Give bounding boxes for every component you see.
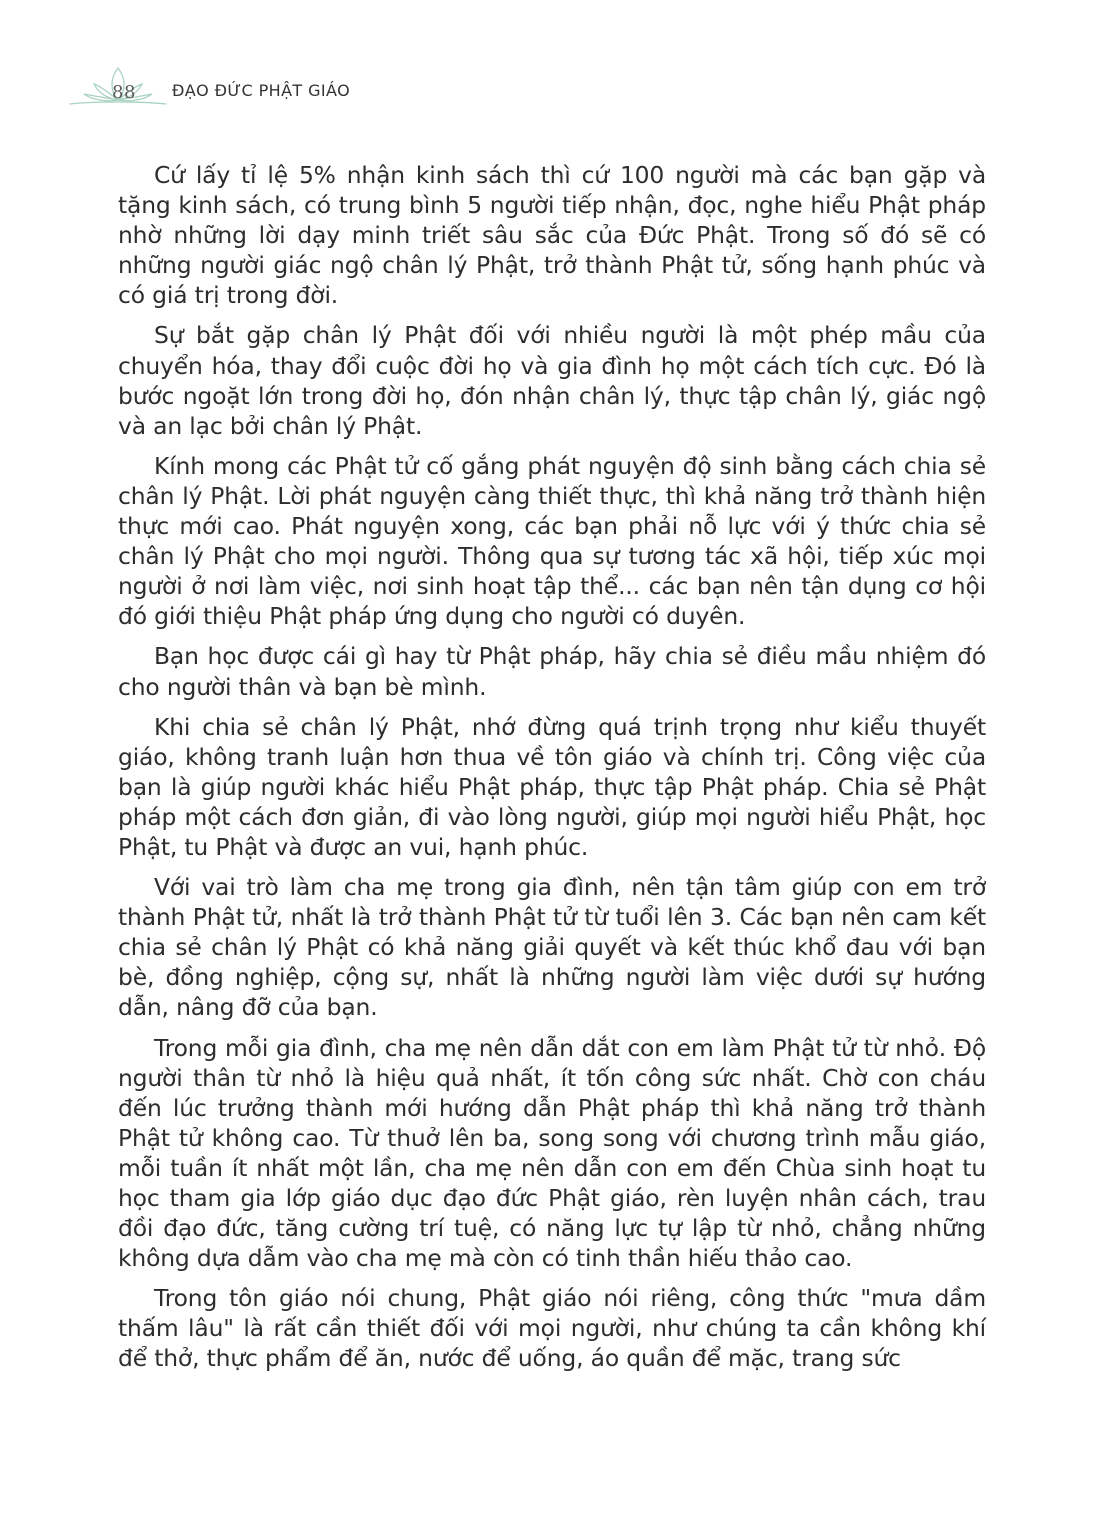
page-number: 88 [112,82,136,103]
running-title: ĐẠO ĐỨC PHẬT GIÁO [172,81,351,100]
page-header [68,62,488,112]
paragraph: Khi chia sẻ chân lý Phật, nhớ đừng quá trịnh trọng như kiểu thuyết giáo, không tranh luận hơn thua về tôn giáo và chính trị. Công việc của bạn là giúp người khác hiểu Phật pháp, thực tập Phật pháp. Chia sẻ Phật pháp một cách đơn giản, đi vào lòng người, giúp mọi người hiểu Phật, học Phật, tu Phật và được an vui, hạnh phúc. [118,712,986,861]
paragraph: Với vai trò làm cha mẹ trong gia đình, nên tận tâm giúp con em trở thành Phật tử, nhất là trở thành Phật tử từ tuổi lên 3. Các bạn nên cam kết chia sẻ chân lý Phật có khả năng giải quyết và kết thúc khổ đau với bạn bè, đồng nghiệp, cộng sự, nhất là những người làm việc dưới sự hướng dẫn, nâng đỡ của bạn. [118,873,986,1022]
body-text [118,160,986,1374]
paragraph: Kính mong các Phật tử cố gắng phát nguyện độ sinh bằng cách chia sẻ chân lý Phật. Lời phát nguyện càng thiết thực, thì khả năng trở thành hiện thực mới cao. Phát nguyện xong, các bạn phải nỗ lực với ý thức chia sẻ chân lý Phật cho mọi người. Thông qua sự tương tác xã hội, tiếp xúc mọi người ở nơi làm việc, nơi sinh hoạt tập thể... các bạn nên tận dụng cơ hội đó giới thiệu Phật pháp ứng dụng cho người có duyên. [118,451,986,631]
paragraph: Trong tôn giáo nói chung, Phật giáo nói riêng, công thức "mưa dầm thấm lâu" là rất cần thiết đối với mọi người, như chúng ta cần không khí để thở, thực phẩm để ăn, nước để uống, áo quần để mặc, trang sức [118,1284,986,1373]
paragraph: Bạn học được cái gì hay từ Phật pháp, hãy chia sẻ điều mầu nhiệm đó cho người thân và bạn bè mình. [118,642,986,701]
paragraph: Cứ lấy tỉ lệ 5% nhận kinh sách thì cứ 100 người mà các bạn gặp và tặng kinh sách, có trung bình 5 người tiếp nhận, đọc, nghe hiểu Phật pháp nhờ những lời dạy minh triết sâu sắc của Đức Phật. Trong số đó sẽ có những người giác ngộ chân lý Phật, trở thành Phật tử, sống hạnh phúc và có giá trị trong đời. [118,161,986,310]
paragraph: Sự bắt gặp chân lý Phật đối với nhiều người là một phép mầu của chuyển hóa, thay đổi cuộc đời họ và gia đình họ một cách tích cực. Đó là bước ngoặt lớn trong đời họ, đón nhận chân lý, thực tập chân lý, giác ngộ và an lạc bởi chân lý Phật. [118,321,986,440]
paragraph: Trong mỗi gia đình, cha mẹ nên dẫn dắt con em làm Phật tử từ nhỏ. Độ người thân từ nhỏ là hiệu quả nhất, ít tốn công sức nhất. Chờ con cháu đến lúc trưởng thành mới hướng dẫn Phật pháp thì khả năng trở thành Phật tử không cao. Từ thuở lên ba, song song với chương trình mẫu giáo, mỗi tuần ít nhất một lần, cha mẹ nên dẫn con em đến Chùa sinh hoạt tu học tham gia lớp giáo dục đạo đức Phật giáo, rèn luyện nhân cách, trau đồi đạo đức, tăng cường trí tuệ, có năng lực tự lập từ nhỏ, chẳng những không dựa dẫm vào cha mẹ mà còn có tinh thần hiếu thảo cao. [118,1033,986,1273]
